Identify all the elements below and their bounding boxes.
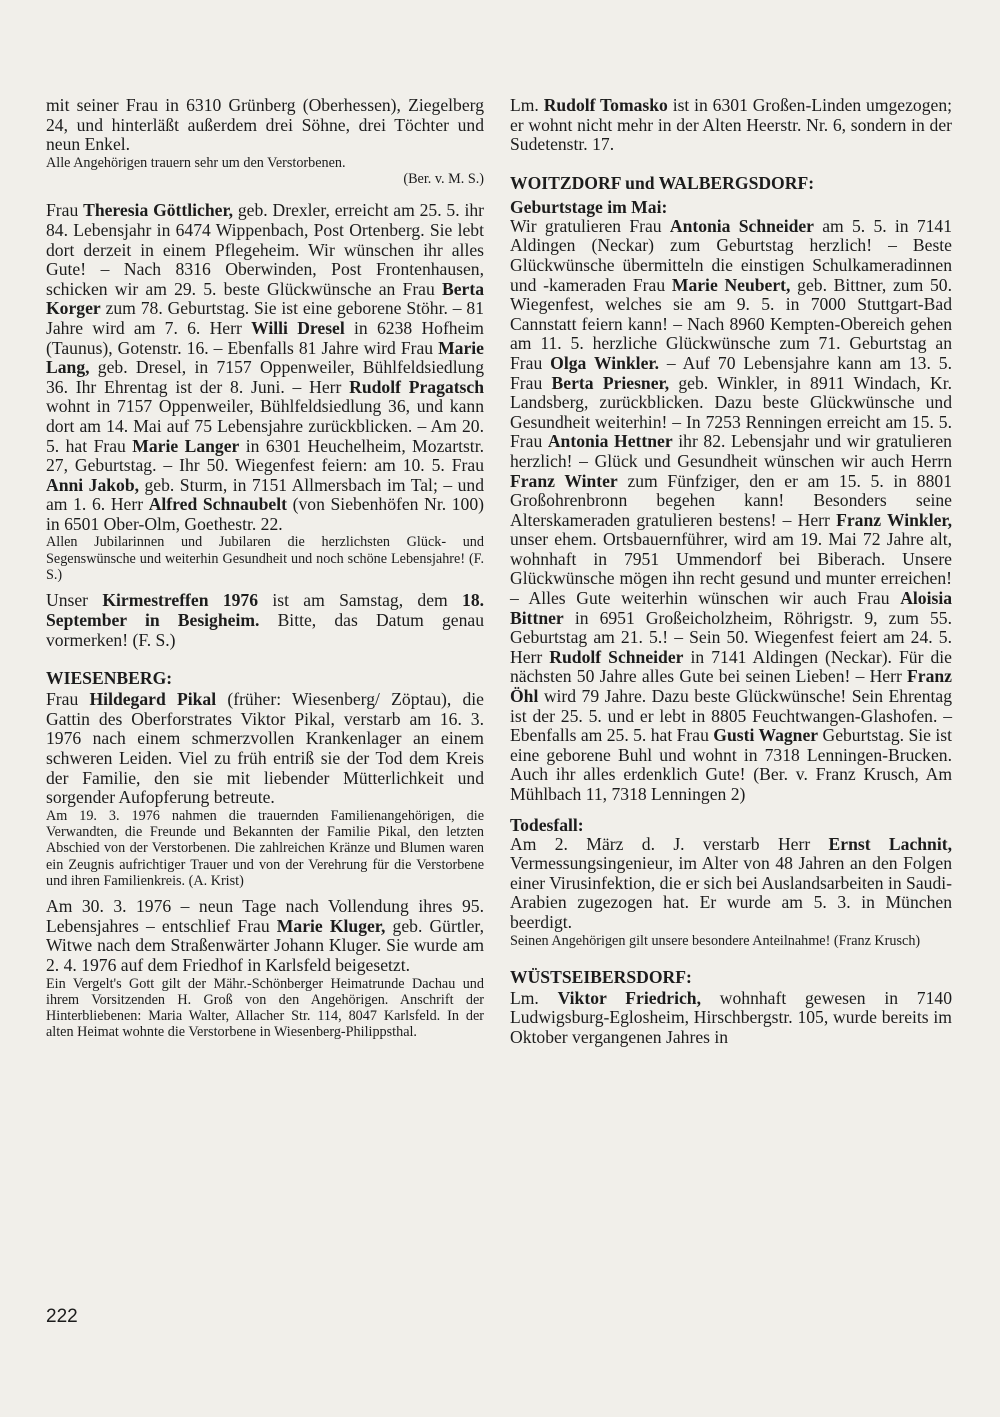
birthdays-may-heading: Geburtstage im Mai:	[510, 196, 668, 217]
birthday-paragraph: Frau Theresia Göttlicher, geb. Drexler, erreicht am 25. 5. ihr 84. Lebensjahr in 6474 Wippenbach, Post Ortenberg. Sie lebt dort derzeit in einem Pflegeheim. Wir wünschen ihr alles Gute! – Nach 8316 Oberwinden, Post Frontenhausen, schicken wir am 29. 5. beste Glückwünsche an Frau Berta Korger zum 78. Geburtstag. Sie ist eine geborene Stöhr. – 81 Jahre wird am 7. 6. Herr Willi Dresel in 6238 Hofheim (Taunus), Gotenstr. 16. – Ebenfalls 81 Jahre wird Frau Marie Lang, geb. Dresel, in 7157 Oppenweiler, Bühlfeldsiedlung 36. Ihr Ehrentag ist der 8. Juni. – Herr Rudolf Pragatsch wohnt in 7157 Oppenweiler, Bühlfeldsiedlung 36, und kann dort am 14. Mai auf 75 Lebensjahre zurückblicken. – Am 20. 5. hat Frau Marie Langer in 6301 Heuchelheim, Mozartstr. 27, Geburtstag. – Ihr 50. Wiegenfest feiern: am 10. 5. Frau Anni Jakob, geb. Sturm, in 7151 Allmersbach im Tal; – und am 1. 6. Herr Alfred Schnaubelt (von Siebenhöfen Nr. 100) in 6501 Ober-Olm, Goethestr. 22.	[46, 200, 485, 534]
obituary-signature: (Ber. v. M. S.)	[403, 171, 484, 188]
bold-name: Franz Winter	[510, 470, 618, 491]
bold-name: Hildegard Pikal	[89, 689, 217, 710]
pikal-farewell-note: Am 19. 3. 1976 nahmen die trauernden Familienangehörigen, die Verwandten, die Freunde und Bekannten der Familie Pikal, den letzten Abschied von der Verstorbenen. Die zahlreichen Kränze und Blumen waren ein Zeugnis aufrichtiger Trauer und von der Verehrung für die Verstorbene und ihren Familienkreis. (A. Krist)	[46, 807, 484, 889]
bold-name: Rudolf Tomasko	[543, 95, 668, 115]
woitzdorf-birthdays: Wir gratulieren Frau Antonia Schneider am 5. 5. in 7141 Aldingen (Neckar) zum Geburtstag herzlich! – Beste Glückwünsche übermitteln die einstigen Schulkameradinnen und -kameraden Frau Marie Neubert, geb. Bittner, zum 50. Wiegenfest, welches sie am 9. 5. in 7000 Stuttgart-Bad Cannstatt feiern kann! – Nach 8960 Kempten-Obereich gehen am 11. 5. herzliche Glückwünsche zum 71. Geburtstag an Frau Olga Winkler. – Auf 70 Lebensjahre kann am 13. 5. Frau Berta Priesner, geb. Winkler, in 8911 Windach, Kr. Landsberg, zurückblicken. Dazu beste Glückwünsche und Gesundheit weiterhin! – In 7253 Renningen erreicht am 15. 5. Frau Antonia Hettner ihr 82. Lebensjahr und wir gratulieren herzlich! – Glück und Gesundheit wünschen wir auch Herrn Franz Winter zum Fünfziger, den er am 15. 5. in 8801 Großohrenbronn begehen kann! Besonders seine Alterskameraden gratulieren bestens! – Herr Franz Winkler, unser ehem. Ortsbauernführer, wird am 19. Mai 72 Jahre alt, wohnhaft in 7951 Ummendorf bei Biberach. Unsere Glückwünsche mögen ihn recht gesund und munter erreichen! – Alles Gute weiterhin wünschen wir auch Frau Aloisia Bittner in 6951 Großeicholzheim, Röhrigstr. 9, zum 55. Geburtstag am 21. 5.! – Sein 50. Wiegenfest feiert am 24. 5. Herr Rudolf Schneider in 7141 Aldingen (Neckar). Für die nächsten 50 Jahre alles Gute bei seinen Lieben! – Herr Franz Öhl wird 79 Jahre. Dazu beste Glückwünsche! Sein Ehrentag ist der 25. 5. und er lebt in 8805 Feuchtwangen-Glashofen. – Ebenfalls am 25. 5. hat Frau Gusti Wagner Geburtstag. Sie ist eine geborene Buhl und wohnt in 7318 Lenningen-Brucken. Auch ihr alles erdenklich Gute! (Ber. v. Franz Krusch, Am Mühlbach 11, 7318 Lenningen 2)	[510, 215, 953, 804]
tomasko-address-change: Lm. Rudolf Tomasko ist in 6301 Großen-Linden umgezogen; er wohnt nicht mehr in der Alten Heerstr. Nr. 6, sondern in der Sudetenstr. 17.	[510, 95, 953, 155]
kluger-obituary: Am 30. 3. 1976 – neun Tage nach Vollendung ihres 95. Lebensjahres – entschlief Frau Marie Kluger, geb. Gürtler, Witwe nach dem Straßenwärter Johann Kluger. Sie wurde am 2. 4. 1976 auf dem Friedhof in Karlsfeld beigesetzt.	[46, 896, 484, 975]
bold-name: Marie Neubert,	[671, 274, 791, 295]
obituary-continuation: mit seiner Frau in 6310 Grünberg (Oberhessen), Ziegelberg 24, und hinterläßt außerdem drei Söhne, drei Töchter und neun Enkel.	[46, 95, 484, 155]
bold-name: Marie Langer	[132, 435, 240, 456]
bold-name: Berta Priesner,	[551, 372, 670, 393]
lachnit-obituary: Am 2. März d. J. verstarb Herr Ernst Lachnit, Vermessungsingenieur, im Alter von 48 Jahren an den Folgen einer Virusinfektion, die er sich bei Auslandsarbeiten in Saudi-Arabien zugezogen hat. Er wurde am 5. 3. in München beerdigt.	[510, 833, 952, 932]
bold-name: Viktor Friedrich,	[557, 987, 701, 1008]
bold-name: Ernst Lachnit,	[828, 833, 952, 854]
woitzdorf-heading: WOITZDORF und WALBERGSDORF:	[510, 172, 815, 193]
bold-name: Alfred Schnaubelt	[148, 494, 287, 515]
bold-name: Kirmestreffen 1976	[102, 590, 259, 611]
bold-name: Anni Jakob,	[46, 474, 140, 495]
bold-name: 18. September in Besigheim.	[46, 590, 485, 630]
bold-name: Olga Winkler.	[550, 352, 659, 373]
bold-name: Gusti Wagner	[713, 725, 819, 746]
lachnit-condolence-note: Seinen Angehörigen gilt unsere besondere Anteilnahme! (Franz Krusch)	[510, 932, 921, 949]
death-heading: Todesfall:	[510, 814, 584, 835]
page-number: 222	[46, 1306, 78, 1327]
right-column	[510, 96, 952, 1048]
bold-name: Willi Dresel	[251, 317, 345, 338]
bold-name: Franz Öhl	[510, 666, 952, 707]
kluger-thanks-note: Ein Vergelt's Gott gilt der Mähr.-Schönberger Heimatrunde Dachau und ihrem Vorsitzenden H. Groß von den Angehörigen. Anschrift der Hinterbliebenen: Maria Walter, Allacher Str. 114, 8047 Karlsfeld. In der alten Heimat wohnte die Verstorbene in Wiesenberg-Philippsthal.	[46, 975, 484, 1041]
bold-name: Aloisia Bittner	[510, 588, 952, 628]
bold-name: Rudolf Schneider	[549, 646, 684, 667]
bold-name: Antonia Hettner	[547, 431, 673, 452]
wuestseibersdorf-heading: WÜSTSEIBERSDORF:	[510, 966, 692, 987]
obituary-mourning-note: Alle Angehörigen trauern sehr um den Verstorbenen.	[46, 154, 346, 171]
bold-name: Antonia Schneider	[669, 215, 814, 236]
bold-name: Berta Korger	[46, 278, 484, 319]
bold-name: Theresia Göttlicher,	[83, 200, 234, 221]
birthday-wishes-note: Allen Jubilarinnen und Jubilaren die herzlichsten Glück- und Segenswünsche und weiterhin Gesundheit und noch schöne Lebensjahre! (F. S.)	[46, 534, 484, 584]
left-column	[46, 96, 484, 1041]
bold-name: Marie Lang,	[46, 337, 484, 378]
friedrich-obituary: Lm. Viktor Friedrich, wohnhaft gewesen in 7140 Ludwigsburg-Eglosheim, Hirschbergstr. 105, wurde bereits im Oktober vergangenen Jahres in	[510, 987, 952, 1048]
wiesenberg-heading: WIESENBERG:	[46, 668, 173, 689]
bold-name: Marie Kluger,	[276, 915, 386, 936]
kirmestreffen-notice: Unser Kirmestreffen 1976 ist am Samstag, dem 18. September in Besigheim. Bitte, das Datum genau vormerken! (F. S.)	[46, 590, 485, 650]
bold-name: Rudolf Pragatsch	[349, 376, 484, 397]
bold-name: Franz Winkler,	[836, 509, 952, 530]
pikal-obituary: Frau Hildegard Pikal (früher: Wiesenberg/ Zöptau), die Gattin des Oberforstrates Viktor Pikal, verstarb am 16. 3. 1976 nach einem schmerzvollen Krankenlager an einem schweren Leiden. Viel zu früh entriß sie der Tod dem Kreis der Familie, den sie mit liebender Mütterlichkeit und sorgender Aufopferung betreute.	[46, 689, 484, 808]
